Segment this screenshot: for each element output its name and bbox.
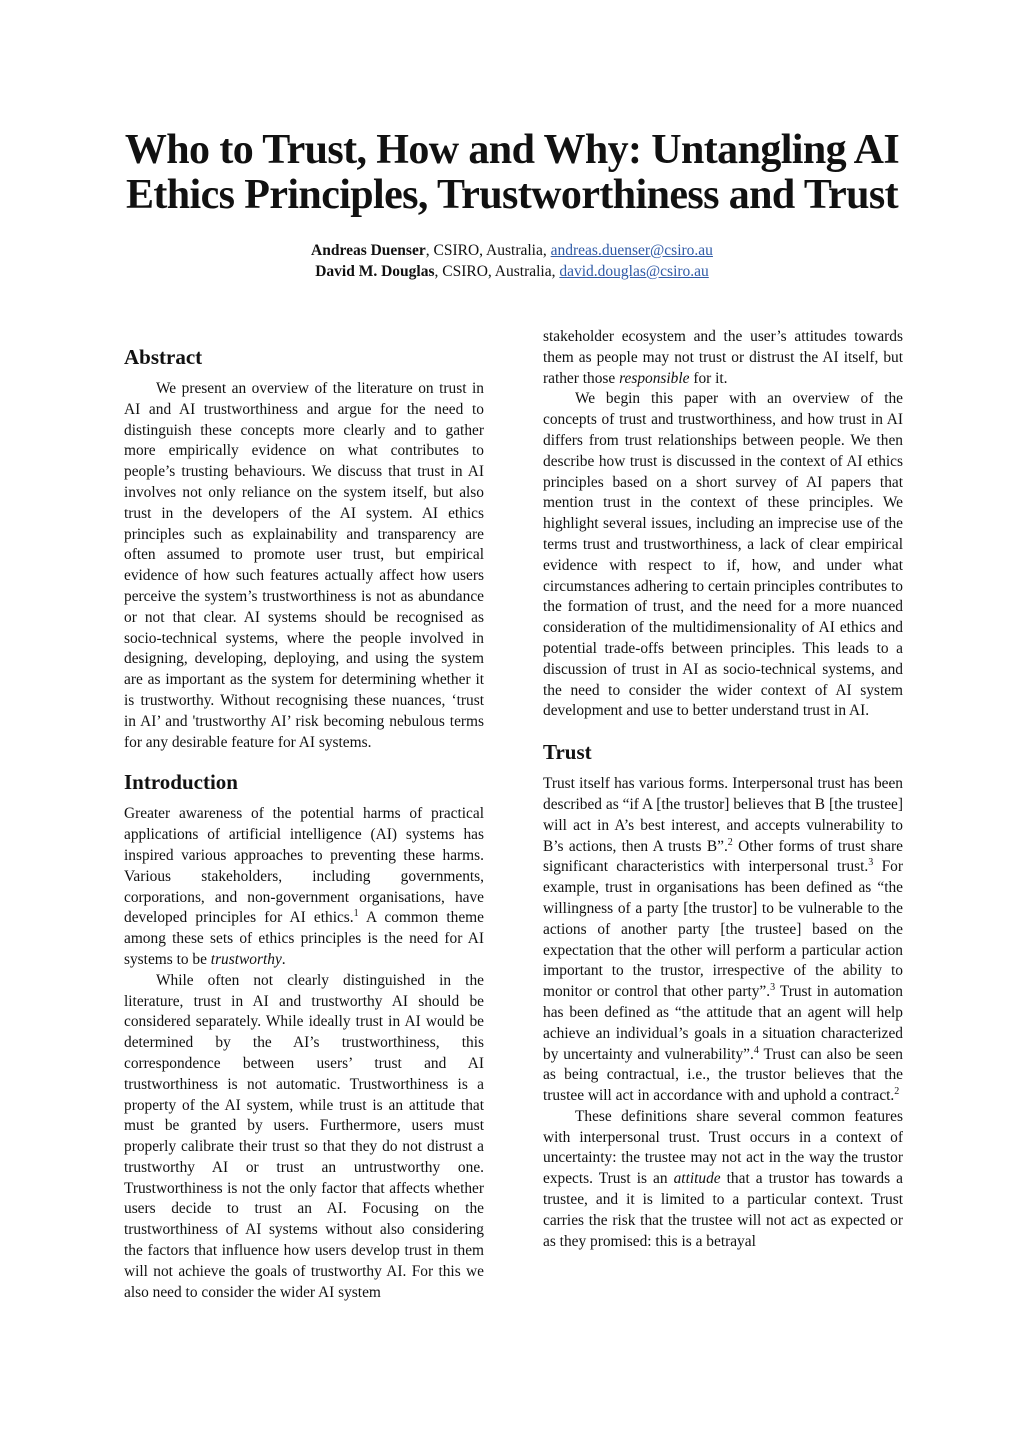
trust-heading: Trust (543, 740, 592, 765)
introduction-heading: Introduction (124, 770, 238, 795)
intro-paragraph-1: Greater awareness of the potential harms of practical applications of artificial intelligence (AI) systems has inspired various approaches to preventing these harms. Various stakeholders, including governments, corporations, and non-government organisations, have developed principles for AI ethics.$^1$ A common theme among these sets of ethics principles is the need for AI systems to be trustworthy. (124, 805, 484, 968)
author-line (100, 240, 924, 261)
trust-paragraph-2: These definitions share several common features with interpersonal trust. Trust occurs in a context of uncertainty: the trustee may not act in the way the trustor expects. Trust is an attitude that a trustor has towards a trustee, and it is limited to a particular context. Trust carries the risk that the trustee will not act as expected or as they promised: this is a betrayal (543, 1107, 903, 1250)
citation-ref[interactable]: 2 (727, 836, 733, 848)
title-line-1: Who to Trust, How and Why: Untangling AI (124, 127, 900, 173)
right-column (543, 327, 903, 1252)
author-email-link[interactable]: andreas.duenser@csiro.au (550, 242, 713, 259)
left-column (124, 328, 484, 1303)
author-line (100, 261, 924, 282)
citation-ref[interactable]: 3 (770, 981, 776, 993)
abstract-heading: Abstract (124, 345, 203, 369)
abstract-paragraph: We present an overview of the literature on trust in AI and AI trustworthiness and argue for the need to distinguish these concepts more clearly and to gather more empirically evidence on what contributes to people’s trusting behaviours. We discuss that trust in AI involves not only reliance on the system itself, but also trust in the developers of the AI system. AI ethics principles such as explainability and transparency are often assumed to promote user trust, but empirical evidence of how such features actually affect how users perceive the system’s trustworthiness is not as abundance or not that clear. AI systems should be recognised as socio-technical systems, where the people involved in designing, developing, deploying, and using the system are as important as the system for determining whether it is trustworthy. Without recognising these nuances, ‘trust in AI’ and 'trustworthy AI’ risk becoming nebulous terms for any desirable feature for AI systems. (124, 380, 484, 751)
paper-title (100, 128, 924, 218)
citation-ref[interactable]: 4 (753, 1044, 759, 1056)
trust-paragraph-1: Trust itself has various forms. Interpersonal trust has been described as “if A [the trustor] believes that B [the trustee] will act in A’s best interest, and accepts vulnerability to B’s actions, then A trusts B”.$^2$ Other forms of trust share significant characteristics with interpersonal trust.$^3$ For example, trust in organisations has been defined as “the willingness of a party [the trustor] to be vulnerable to the actions of another party [the trustee] based on the expectation that the other will perform a particular action important to the trustor, irrespective of the ability to monitor or control that other party”.$^3$ Trust in automation has been defined as “the attitude that an agent will help achieve an individual’s goals in a situation characterized by uncertainty and vulnerability”.$^4$ Trust can also be seen as being contractual, i.e., the trustor believes that the trustee will act in accordance with and uphold a contract.$^2$ (543, 775, 904, 1105)
citation-ref[interactable]: 1 (353, 908, 359, 920)
author-email-link[interactable]: david.douglas@csiro.au (559, 263, 709, 280)
author-list (100, 240, 924, 282)
intro-paragraph-3: We begin this paper with an overview of the concepts of trust and trustworthiness, and how trust in AI differs from trust relationships between people. We then describe how trust is discussed in the context of AI ethics principles based on a short survey of AI papers that mention trust in the context of these principles. We highlight several issues, including an imprecise use of the terms trust and trustworthiness, a lack of clear empirical evidence with respect to if, how, and under what circumstances adhering to certain principles contributes to the formation of trust, and the need for a more nuanced consideration of the multidimensionality of AI ethics and potential trade-offs between principles. This leads to a discussion of trust in AI as socio-technical systems, and the need to consider the wider context of AI system development and use to better understand trust in AI. (543, 390, 903, 720)
author-name: David M. Douglas (315, 263, 435, 280)
author-affiliation: , CSIRO, Australia, (434, 263, 560, 280)
title-line-2: Ethics Principles, Trustworthiness and Trust (125, 172, 899, 218)
citation-ref[interactable]: 3 (868, 857, 874, 869)
intro-paragraph-2: While often not clearly distinguished in the literature, trust in AI and trustworthy AI should be considered separately. While ideally trust in AI would be determined by the AI’s trustworthiness, this correspondence between users’ trust and AI trustworthiness is not automatic. Trustworthiness is a property of the AI system, while trust is an attitude that must be granted by users. Furthermore, users must properly calibrate their trust so that they do not distrust a trustworthy AI or trust an untrustworthy one. Trustworthiness is not the only factor that affects whether users decide to trust an AI. Focusing on the trustworthiness of AI systems without also considering the factors that influence how users develop trust in them will not achieve the goals of trustworthy AI. For this we also need to consider the wider AI system (124, 971, 484, 1301)
intro-paragraph-2-continued: stakeholder ecosystem and the user’s attitudes towards them as people may not trust or distrust the AI itself, but rather those responsible for it. (543, 328, 903, 387)
author-affiliation: , CSIRO, Australia, (425, 242, 551, 259)
author-name: Andreas Duenser (311, 242, 426, 259)
citation-ref[interactable]: 2 (894, 1085, 900, 1097)
